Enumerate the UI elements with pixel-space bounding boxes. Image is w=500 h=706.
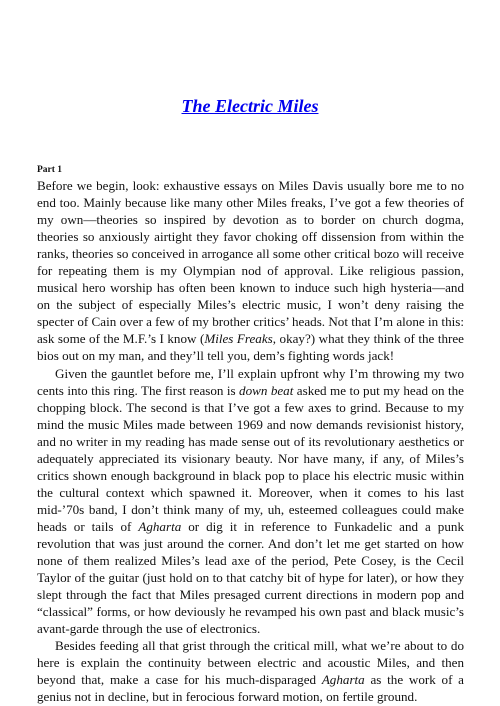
paragraph-2 — [37, 365, 464, 638]
paragraph-3-text: Besides feeding all that grist through the critical mill, what we’re about to do here is explain the continuity between electric and acoustic Miles, and then beyond that, make a case for his much-disparaged — [37, 638, 464, 688]
part-label: Part 1 — [37, 165, 63, 175]
paragraph-2-italic-agharta: Agharta — [138, 518, 182, 534]
paragraph-2-text: Given the gauntlet before me, I’ll explain upfront why I’m throwing my two cents into this ring. The first reason is — [37, 365, 464, 398]
paragraph-1 — [37, 177, 464, 365]
paragraph-2-text-end: or dig it in reference to Funkadelic and a punk revolution that was just around the corner. And don’t let me get started on how none of them realized Miles’s lead axe of the period, Pete Cosey, is the Cecil Taylor of the guitar (just hold on to that catchy bit of hype for later), or how they slept through the fact that Miles presaged current directions in modern pop and “classical” forms, or how deviously he revamped his own past and black music’s avant-garde through the use of electronics. — [37, 518, 464, 637]
paragraph-3-italic-agharta: Agharta — [321, 672, 365, 688]
paragraph-1-italic-miles-freaks: Miles Freaks — [204, 331, 273, 347]
paragraph-1-text-end: , okay?) what they think of the three bios out on my man, and they’ll tell you, dem’s fighting words jack! — [37, 331, 464, 364]
paragraph-3 — [37, 637, 464, 705]
article-title-link[interactable]: The Electric Miles — [181, 96, 319, 116]
paragraph-3-text-end: as the work of a genius not in decline, but in ferocious forward motion, on fertile ground. — [37, 672, 464, 705]
title-container — [0, 96, 500, 117]
paragraph-2-text-mid: asked me to put my head on the chopping block. The second is that I’ve got a few axes to grind. Because to my mind the music Miles made between 1969 and now demands revisionist history, and no writer in my reading has made sense out of its revolutionary aesthetics or adequately appreciated its visionary beauty. Nor have many, if any, of Miles’s critics shown enough background in black pop to place his electric music within the cultural context which spawned it. Moreover, when it comes to his last mid-’70s band, I don’t think many of my, uh, esteemed colleagues could make heads or tails of — [37, 382, 464, 534]
paragraph-1-text: Before we begin, look: exhaustive essays on Miles Davis usually bore me to no end too. Mainly because like many other Miles freaks, I’ve got a few theories of my own—theories so inspired by devotion as to border on church dogma, theories so anxiously airtight they favor choking off dissension from within the ranks, theories so conceived in arrogance all some other critical bozo will receive for repeating them is my Olympian nod of approval. Like religious passion, musical hero worship has often been known to induce such high hysteria—and on the subject of especially Miles’s electric music, I won’t deny raising the specter of Cain over a few of my brother critics’ heads. Not that I’m alone in this: ask some of the M.F.’s I know ( — [37, 178, 464, 347]
paragraph-2-italic-down-beat: down beat — [239, 382, 294, 398]
article-body — [37, 163, 464, 705]
